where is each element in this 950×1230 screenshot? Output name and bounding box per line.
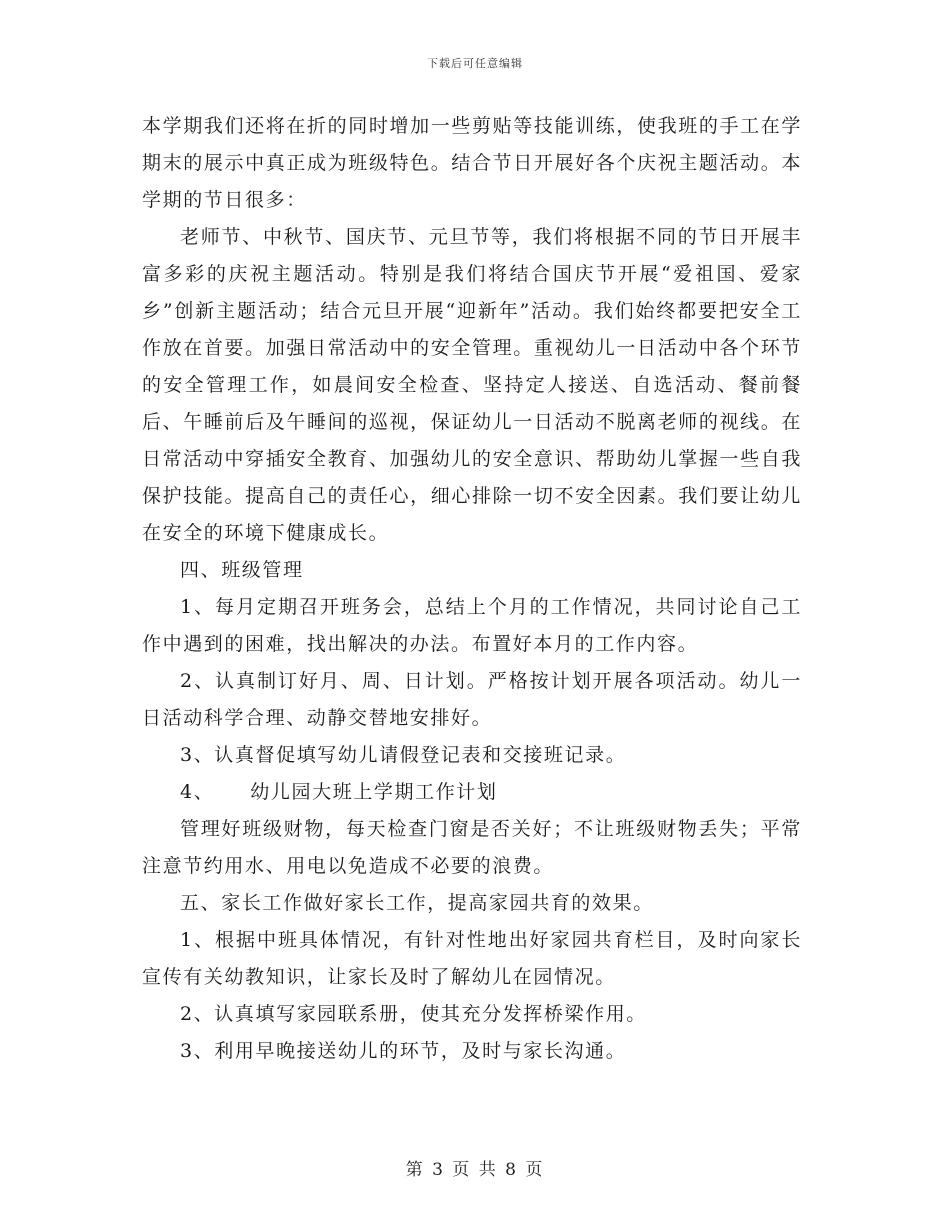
list-item-plans: 2、认真制订好月、周、日计划。严格按计划开展各项活动。幼儿一日活动科学合理、动静交替地安排好。 [142, 670, 802, 729]
list-item-records: 3、认真督促填写幼儿请假登记表和交接班记录。 [180, 744, 627, 766]
section-heading-class-management: 四、班级管理 [180, 559, 304, 581]
document-body [142, 108, 802, 1070]
list-item-home-school-column: 1、根据中班具体情况，有针对性地出好家园共育栏目，及时向家长宣传有关幼教知识，让家长及时了解幼儿在园情况。 [142, 929, 802, 988]
list-item-4-number: 4、 [180, 781, 215, 803]
paragraph-festivals-safety: 老师节、中秋节、国庆节、元旦节等，我们将根据不同的节日开展丰富多彩的庆祝主题活动。特别是我们将结合国庆节开展“爱祖国、爱家乡”创新主题活动；结合元旦开展“迎新年”活动。我们始终都要把安全工作放在首要。加强日常活动中的安全管理。重视幼儿一日活动中各个环节的安全管理工作，如晨间安全检查、坚持定人接送、自选活动、餐前餐后、午睡前后及午睡间的巡视，保证幼儿一日活动不脱离老师的视线。在日常活动中穿插安全教育、加强幼儿的安全意识、帮助幼儿掌握一些自我保护技能。提高自己的责任心，细心排除一切不安全因素。我们要让幼儿在安全的环境下健康成长。 [142, 226, 802, 544]
list-item-pickup-communication: 3、利用早晚接送幼儿的环节，及时与家长沟通。 [180, 1040, 627, 1062]
list-item-contact-book: 2、认真填写家园联系册，使其充分发挥桥梁作用。 [180, 1003, 647, 1025]
page-header-note: 下载后可任意编辑 [427, 57, 523, 70]
page-number-footer: 第 3 页 共 8 页 [405, 1160, 545, 1180]
paragraph-skills: 本学期我们还将在折的同时增加一些剪贴等技能训练，使我班的手工在学期末的展示中真正成为班级特色。结合节日开展好各个庆祝主题活动。本学期的节日很多： [142, 115, 802, 211]
list-item-monthly-meeting: 1、每月定期召开班务会，总结上个月的工作情况，共同讨论自己工作中遇到的困难，找出解决的办法。布置好本月的工作内容。 [142, 596, 802, 655]
list-item-4-text: 幼儿园大班上学期工作计划 [250, 781, 498, 803]
list-item-4 [142, 774, 802, 811]
section-heading-parent-work: 五、家长工作做好家长工作，提高家园共育的效果。 [180, 892, 654, 914]
paragraph-property: 管理好班级财物，每天检查门窗是否关好；不让班级财物丢失；平常注意节约用水、用电以免造成不必要的浪费。 [142, 818, 802, 877]
